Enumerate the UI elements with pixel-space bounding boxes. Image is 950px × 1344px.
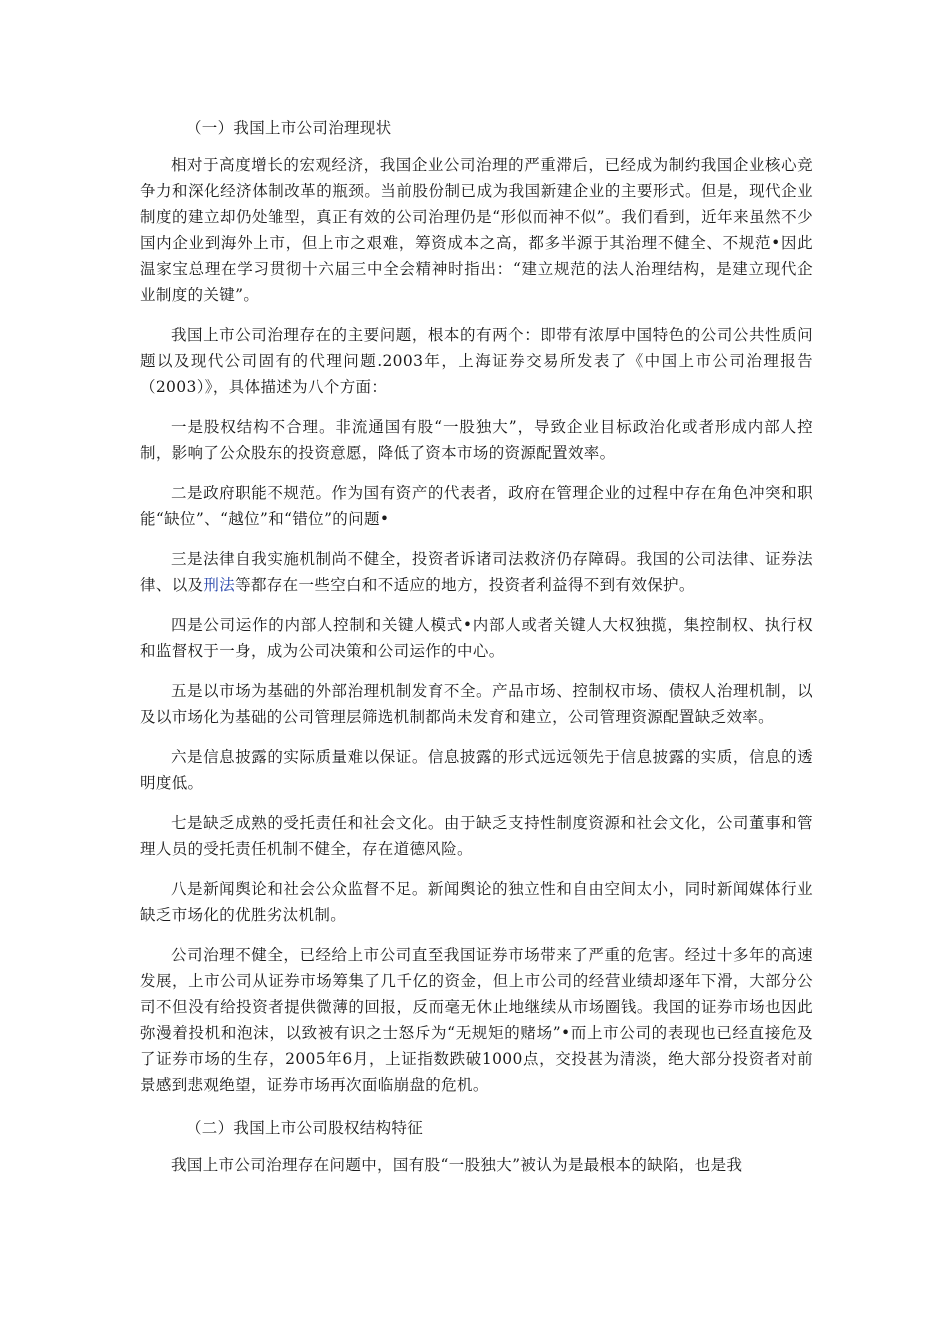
criminal-law-link[interactable]: 刑法	[203, 576, 236, 594]
paragraph-12: 我国上市公司治理存在问题中，国有股“一股独大”被认为是最根本的缺陷，也是我	[171, 1156, 743, 1174]
paragraph-9: 七是缺乏成熟的受托责任和社会文化。由于缺乏支持性制度资源和社会文化，公司董事和管理人员的受托责任机制不健全，存在道德风险。	[140, 814, 813, 858]
paragraph-1: 相对于高度增长的宏观经济，我国企业公司治理的严重滞后，已经成为制约我国企业核心竞争力和深化经济体制改革的瓶颈。当前股份制已成为我国新建企业的主要形式。但是，现代企业制度的建立却仍处雏型，真正有效的公司治理仍是“形似而神不似”。我们看到，近年来虽然不少国内企业到海外上市，但上市之艰难，筹资成本之高，都多半源于其治理不健全、不规范•因此温家宝总理在学习贯彻十六届三中全会精神时指出：“建立规范的法人治理结构，是建立现代企业制度的关键”。	[140, 156, 813, 304]
paragraph-4: 二是政府职能不规范。作为国有资产的代表者，政府在管理企业的过程中存在角色冲突和职能“缺位”、“越位”和“错位”的问题•	[140, 484, 813, 528]
section-heading-1: （一）我国上市公司治理现状	[186, 119, 392, 137]
paragraph-2: 我国上市公司治理存在的主要问题，根本的有两个：即带有浓厚中国特色的公司公共性质问题以及现代公司固有的代理问题.2003年，上海证券交易所发表了《中国上市公司治理报告（2003）》，具体描述为八个方面：	[140, 326, 813, 396]
section-heading-2: （二）我国上市公司股权结构特征	[186, 1119, 424, 1137]
document-page	[140, 112, 813, 1192]
paragraph-7: 五是以市场为基础的外部治理机制发育不全。产品市场、控制权市场、债权人治理机制，以及以市场化为基础的公司管理层筛选机制都尚未发育和建立，公司管理资源配置缺乏效率。	[140, 682, 813, 726]
paragraph-5-text-b: 等都存在一些空白和不适应的地方，投资者利益得不到有效保护。	[235, 576, 695, 594]
paragraph-5	[140, 546, 813, 598]
paragraph-6: 四是公司运作的内部人控制和关键人模式•内部人或者关键人大权独揽，集控制权、执行权和监督权于一身，成为公司决策和公司运作的中心。	[140, 616, 813, 660]
paragraph-8: 六是信息披露的实际质量难以保证。信息披露的形式远远领先于信息披露的实质，信息的透明度低。	[140, 748, 813, 792]
paragraph-3: 一是股权结构不合理。非流通国有股“一股独大”，导致企业目标政治化或者形成内部人控制，影响了公众股东的投资意愿，降低了资本市场的资源配置效率。	[140, 418, 813, 462]
paragraph-10: 八是新闻舆论和社会公众监督不足。新闻舆论的独立性和自由空间太小，同时新闻媒体行业缺乏市场化的优胜劣汰机制。	[140, 880, 813, 924]
paragraph-5-text-a: 三是法律自我实施机制尚不健全，投资者诉诸司法救济仍存障碍。我国的公司法律、证券法律、以及	[140, 550, 813, 594]
paragraph-11: 公司治理不健全，已经给上市公司直至我国证券市场带来了严重的危害。经过十多年的高速发展，上市公司从证券市场筹集了几千亿的资金，但上市公司的经营业绩却逐年下滑，大部分公司不但没有给投资者提供微薄的回报，反而毫无休止地继续从市场圈钱。我国的证券市场也因此弥漫着投机和泡沫，以致被有识之士怒斥为“无规矩的赌场”•而上市公司的表现也已经直接危及了证券市场的生存，2005年6月，上证指数跌破1000点，交投甚为清淡，绝大部分投资者对前景感到悲观绝望，证券市场再次面临崩盘的危机。	[140, 946, 813, 1094]
